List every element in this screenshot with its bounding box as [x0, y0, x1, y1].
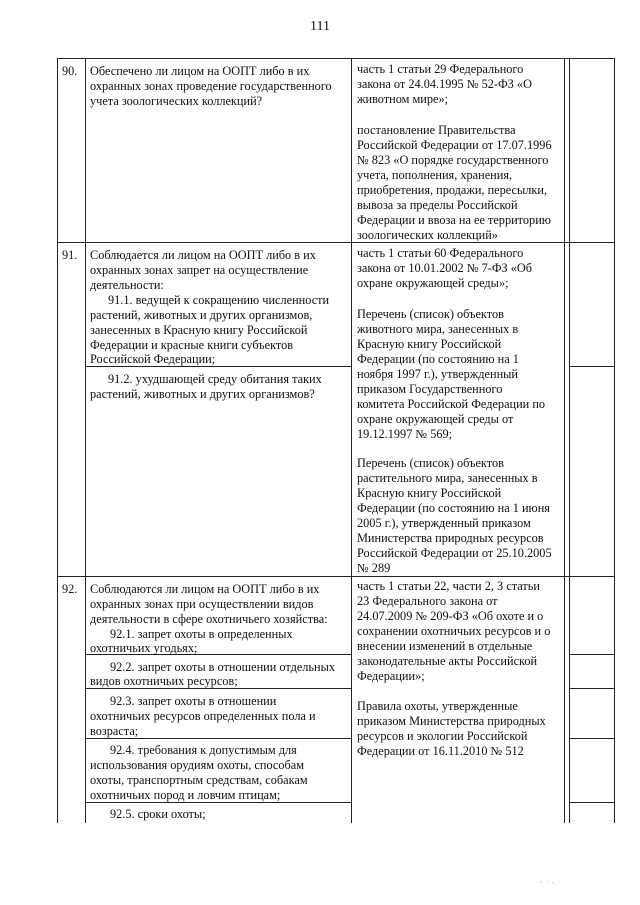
basis-line: растительного мира, занесенных в [357, 471, 538, 485]
row-92-mark-divider-1 [569, 654, 614, 655]
basis-line: Федерации»; [357, 669, 425, 683]
basis-line: постановление Правительства [357, 123, 516, 137]
basis-line: Федерации и ввоза на ее территорию [357, 213, 551, 227]
basis-line: Федерации (по состоянию на 1 [357, 352, 519, 366]
basis-line: законодательные акты Российской [357, 654, 538, 668]
sub-item-line: охотничьих угодьях; [90, 641, 198, 655]
basis-line: вывоза за пределы Российской [357, 198, 518, 212]
basis-line: 2005 г.), утвержденный приказом [357, 516, 531, 530]
row-92-mark-divider-4 [569, 802, 614, 803]
row-92-mark-divider-3 [569, 738, 614, 739]
sub-item-line: охотничьих ресурсов определенных пола и [90, 709, 316, 723]
sub-item-line: охоты, транспортным средствам, собакам [90, 773, 308, 787]
num-column-border [85, 58, 86, 823]
basis-line: Правила охоты, утвержденные [357, 699, 518, 713]
basis-line: Федерации (по состоянию на 1 июня [357, 501, 550, 515]
row-number: 90. [62, 64, 78, 78]
basis-line: охране окружающей среды от [357, 412, 514, 426]
mark-column-border [569, 58, 570, 823]
basis-line: 24.07.2009 № 209-ФЗ «Об охоте и о [357, 609, 544, 623]
basis-line: приказом Министерства природных [357, 714, 546, 728]
basis-line: внесении изменений в отдельные [357, 639, 533, 653]
basis-line: Российской Федерации от 17.07.1996 [357, 138, 552, 152]
sub-item-line: 92.2. запрет охоты в отношении отдельных [110, 660, 336, 674]
row-92-mark-divider-2 [569, 688, 614, 689]
sub-item-line: растений, животных и других организмов? [90, 387, 315, 401]
basis-line: зоологических коллекций» [357, 228, 498, 242]
basis-line: Красную книгу Российской [357, 337, 502, 351]
question-line: Обеспечено ли лицом на ООПТ либо в их [90, 64, 310, 78]
sub-item-line: занесенных в Красную книгу Российской [90, 323, 308, 337]
sub-item-line: 92.4. требования к допустимым для [110, 743, 297, 757]
question-line: охранных зонах проведение государственного [90, 79, 332, 93]
row-number: 92. [62, 582, 78, 596]
basis-line: № 823 «О порядке государственного [357, 153, 549, 167]
question-line: деятельности: [90, 278, 164, 292]
row-separator-90-91 [57, 242, 615, 243]
table-top-border [57, 58, 615, 59]
sub-item-line: Федерации и красные книги субъектов [90, 338, 294, 352]
sub-item-line: 91.1. ведущей к сокращению численности [108, 293, 330, 307]
basis-column-border [564, 58, 565, 823]
basis-line: Министерства природных ресурсов [357, 531, 544, 545]
table-left-border [57, 58, 58, 823]
basis-line: Красную книгу Российской [357, 486, 502, 500]
question-line: Соблюдается ли лицом на ООПТ либо в их [90, 248, 316, 262]
sub-item-line: охотничьих пород и ловчим птицам; [90, 788, 281, 802]
sub-item-line: видов охотничьих ресурсов; [90, 674, 238, 688]
scan-speck-mark [538, 877, 568, 887]
basis-line: закона от 24.04.1995 № 52-ФЗ «О [357, 77, 532, 91]
basis-line: охране окружающей среды»; [357, 276, 509, 290]
sub-item-line: растений, животных и других организмов, [90, 308, 313, 322]
sub-item-line: Российской Федерации; [90, 352, 216, 366]
sub-item-line: возраста; [90, 724, 139, 738]
basis-line: учета, пополнения, хранения, [357, 168, 513, 182]
basis-line: Российской Федерации от 25.10.2005 [357, 546, 552, 560]
question-line: охранных зонах запрет на осуществление [90, 263, 309, 277]
basis-line: Федерации от 16.11.2010 № 512 [357, 744, 524, 758]
basis-line: животного мира, занесенных в [357, 322, 519, 336]
page-number: 111 [310, 19, 330, 34]
basis-line: приобретения, продажи, пересылки, [357, 183, 548, 197]
sub-item-line: 92.1. запрет охоты в определенных [110, 627, 293, 641]
basis-line: часть 1 статьи 22, части 2, 3 статьи [357, 579, 540, 593]
table-right-border [614, 58, 615, 823]
sub-item-line: 91.2. ухудшающей среду обитания таких [108, 372, 322, 386]
row-separator-91-92 [57, 576, 615, 577]
basis-line: часть 1 статьи 60 Федерального [357, 246, 524, 260]
question-line: деятельности в сфере охотничьего хозяйства: [90, 612, 328, 626]
basis-line: Перечень (список) объектов [357, 456, 504, 470]
sub-item-line: 92.3. запрет охоты в отношении [110, 694, 277, 708]
basis-line: ресурсов и экологии Российской [357, 729, 528, 743]
question-line: учета зоологических коллекций? [90, 94, 263, 108]
basis-line: часть 1 статьи 29 Федерального [357, 62, 524, 76]
basis-line: закона от 10.01.2002 № 7-ФЗ «Об [357, 261, 533, 275]
row-91-mark-divider [569, 366, 614, 367]
sub-item-line: 92.5. сроки охоты; [110, 807, 206, 821]
basis-line: комитета Российской Федерации по [357, 397, 546, 411]
question-line: охранных зонах при осуществлении видов [90, 597, 314, 611]
basis-line: ноября 1997 г.), утвержденный [357, 367, 519, 381]
basis-line: приказом Государственного [357, 382, 503, 396]
question-line: Соблюдаются ли лицом на ООПТ либо в их [90, 582, 320, 596]
basis-line: 19.12.1997 № 569; [357, 427, 453, 441]
basis-line: № 289 [357, 561, 391, 575]
question-column-border [351, 58, 352, 823]
basis-line: сохранении охотничьих ресурсов и о [357, 624, 551, 638]
basis-line: животном мире»; [357, 92, 449, 106]
basis-line: Перечень (список) объектов [357, 307, 504, 321]
basis-line: 23 Федерального закона от [357, 594, 498, 608]
row-number: 91. [62, 248, 78, 262]
sub-item-line: использования орудиям охоты, способам [90, 758, 305, 772]
